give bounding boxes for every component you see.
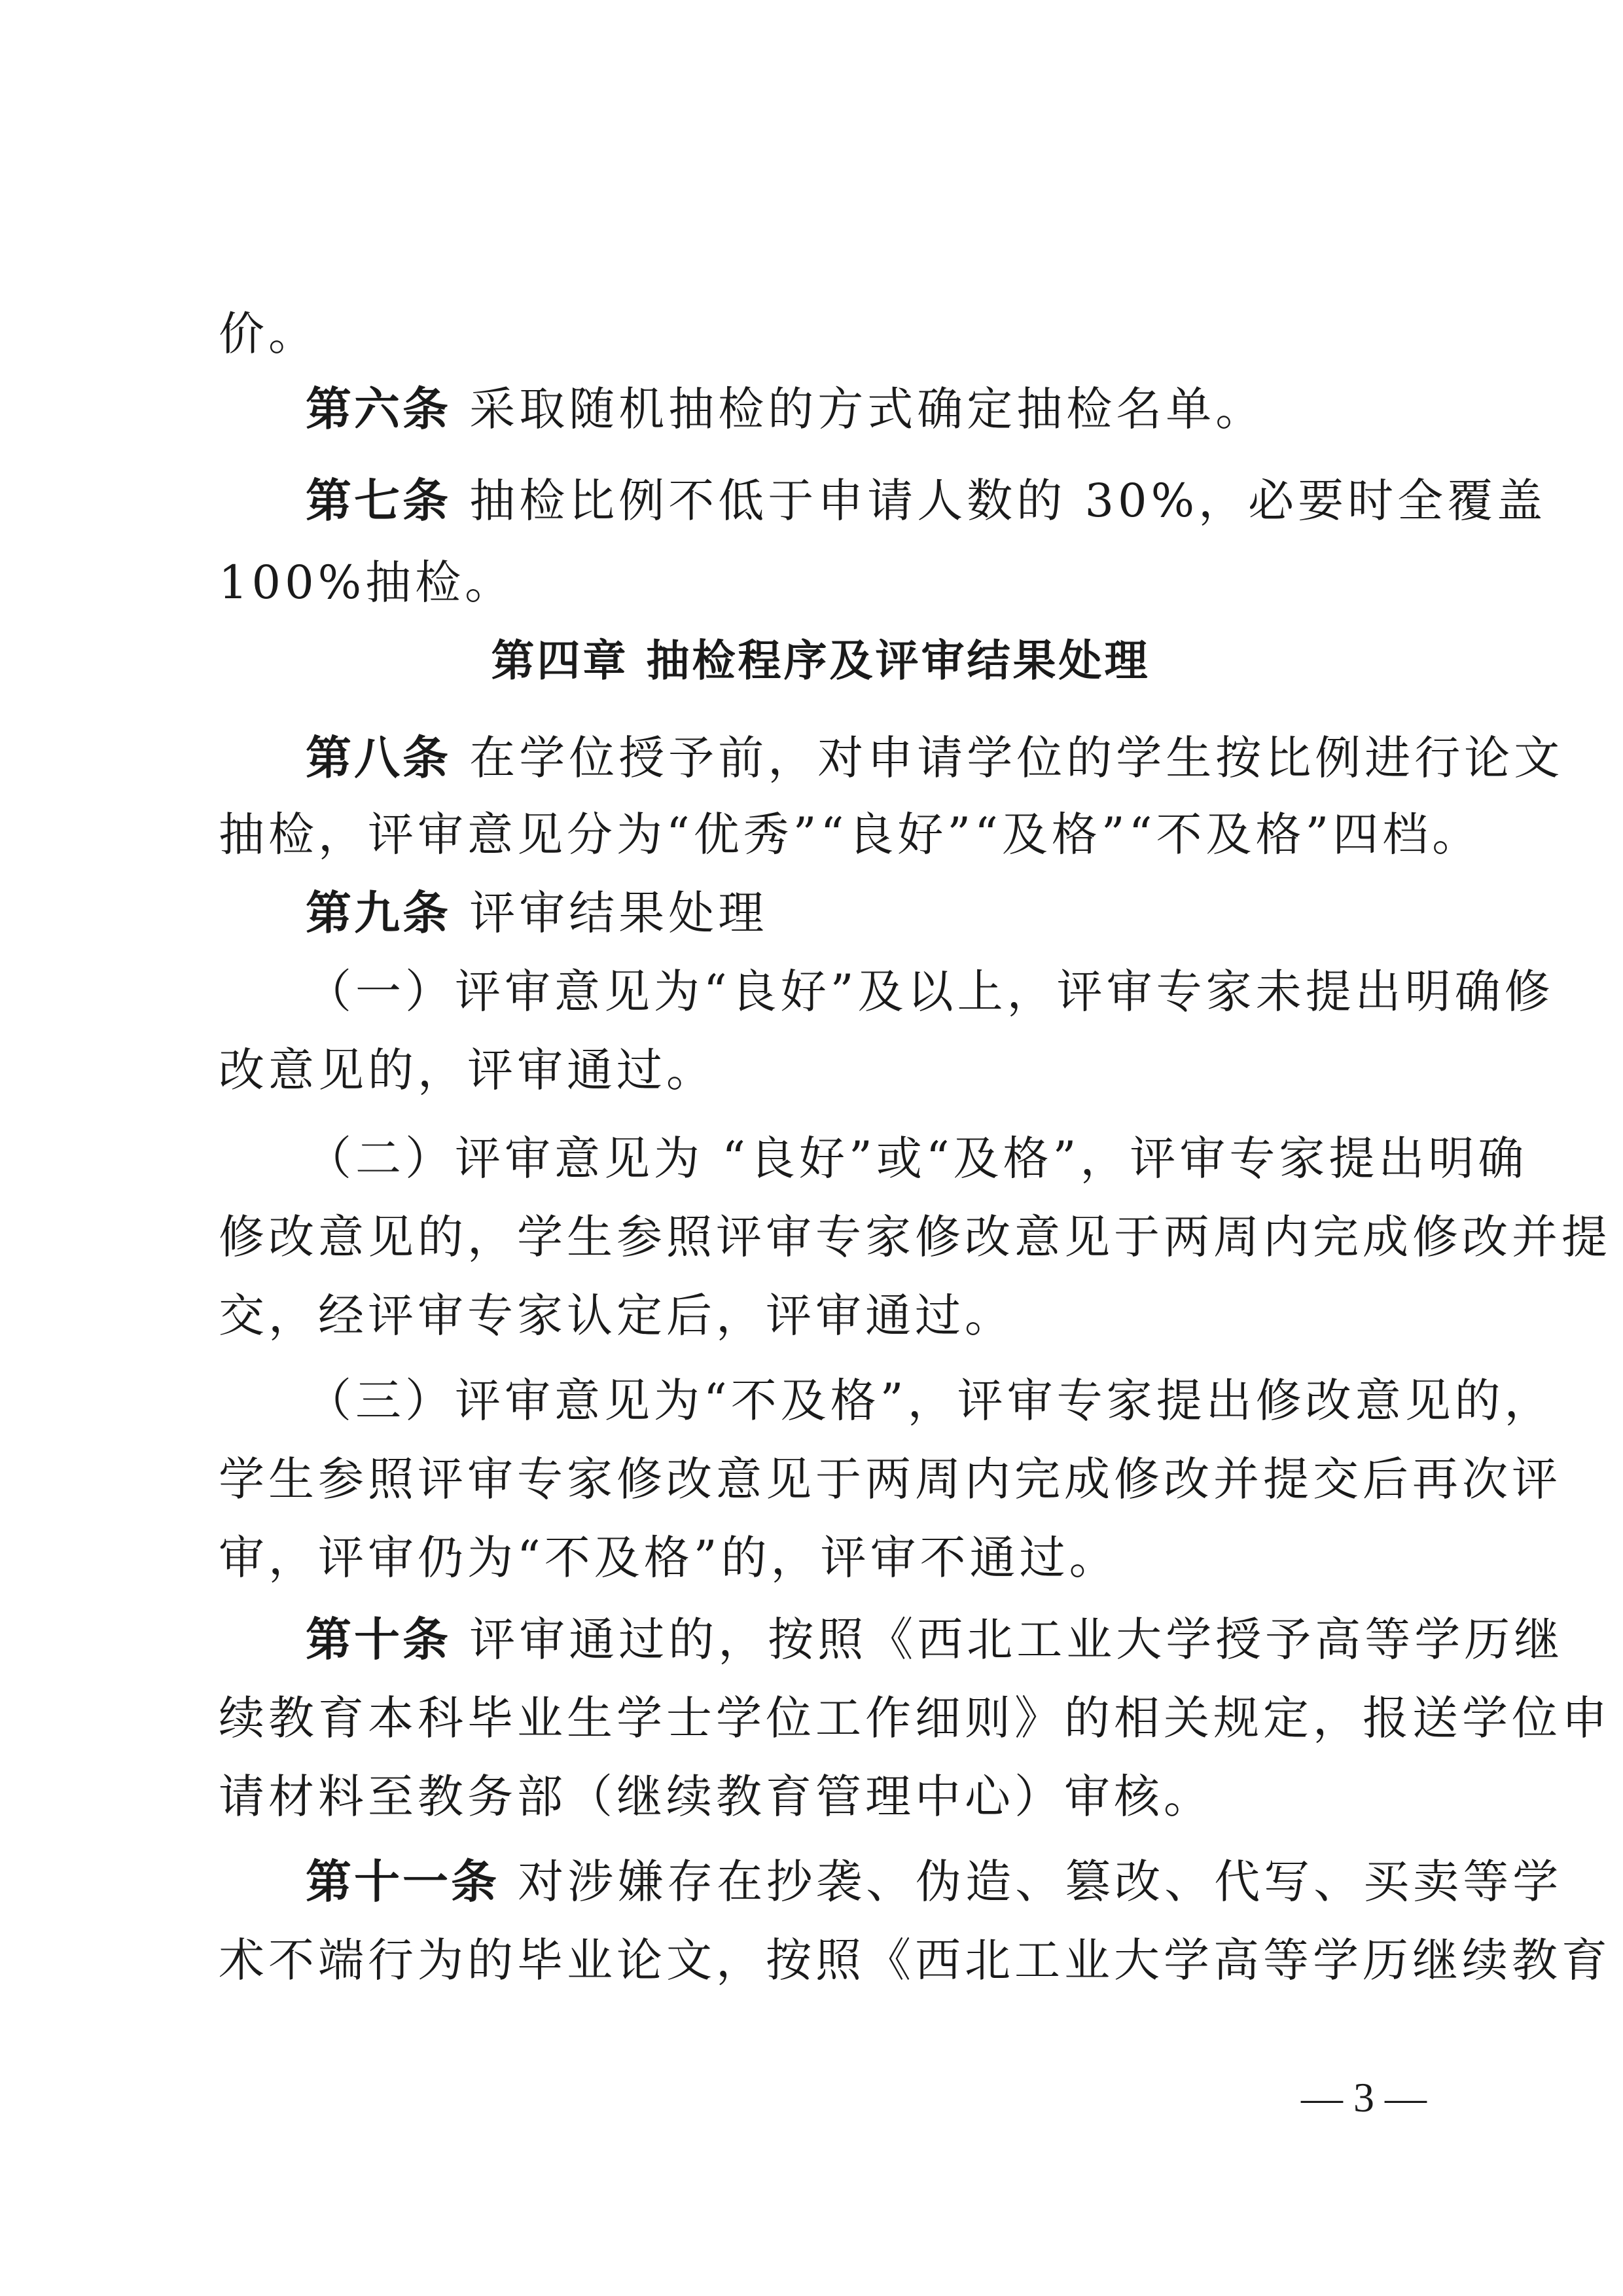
article-label: 第十条 xyxy=(306,1613,451,1666)
text-line: 续教育本科毕业生学士学位工作细则》的相关规定，报送学位申 xyxy=(219,1691,1611,1745)
text-line: 学生参照评审专家修改意见于两周内完成修改并提交后再次评 xyxy=(219,1452,1561,1506)
text-line: 审，评审仍为“不及格”的，评审不通过。 xyxy=(219,1531,1119,1585)
article-text: 采取随机抽检的方式确定抽检名单。 xyxy=(469,382,1266,436)
article-text: 对涉嫌存在抄袭、伪造、篡改、代写、买卖等学 xyxy=(518,1855,1563,1909)
article-6 xyxy=(306,376,1423,442)
article-11 xyxy=(306,1849,1563,1914)
text-line: （三）评审意见为“不及格”，评审专家提出修改意见的， xyxy=(306,1374,1554,1427)
article-text: 评审通过的，按照《西北工业大学授予高等学历继 xyxy=(469,1613,1564,1666)
article-label: 第八条 xyxy=(306,731,451,785)
text-line: （一）评审意见为“良好”及以上，评审专家未提出明确修 xyxy=(306,965,1554,1018)
article-7 xyxy=(306,468,1547,533)
article-text: 在学位授予前，对申请学位的学生按比例进行论文 xyxy=(469,731,1564,785)
text-line: （二）评审意见为 “良好”或“及格”，评审专家提出明确 xyxy=(306,1132,1528,1185)
article-label: 第九条 xyxy=(306,886,451,940)
article-text: 抽检比例不低于申请人数的 30%，必要时全覆盖 xyxy=(469,474,1547,528)
page-number: — 3 — xyxy=(1301,2074,1427,2121)
article-10 xyxy=(306,1607,1564,1672)
article-9 xyxy=(306,880,1423,946)
article-label: 第十一条 xyxy=(306,1855,499,1909)
text-line: 抽检，评审意见分为“优秀”“良好”“及格”“不及格”四档。 xyxy=(219,808,1482,861)
text-line: 修改意见的，学生参照评审专家修改意见于两周内完成修改并提 xyxy=(219,1210,1611,1264)
chapter-heading: 第四章 抽检程序及评审结果处理 xyxy=(491,636,1150,686)
text-line: 交，经评审专家认定后，评审通过。 xyxy=(219,1289,1014,1342)
text-line: 请材料至教务部（继续教育管理中心）审核。 xyxy=(219,1770,1213,1823)
article-label: 第六条 xyxy=(306,382,451,436)
text-line: 价。 xyxy=(219,307,318,361)
article-8 xyxy=(306,725,1564,791)
text-line: 100%抽检。 xyxy=(219,556,515,609)
article-text: 评审结果处理 xyxy=(469,886,768,940)
article-label: 第七条 xyxy=(306,474,451,528)
text-line: 术不端行为的毕业论文，按照《西北工业大学高等学历继续教育 xyxy=(219,1933,1611,1987)
text-line: 改意见的，评审通过。 xyxy=(219,1043,716,1097)
